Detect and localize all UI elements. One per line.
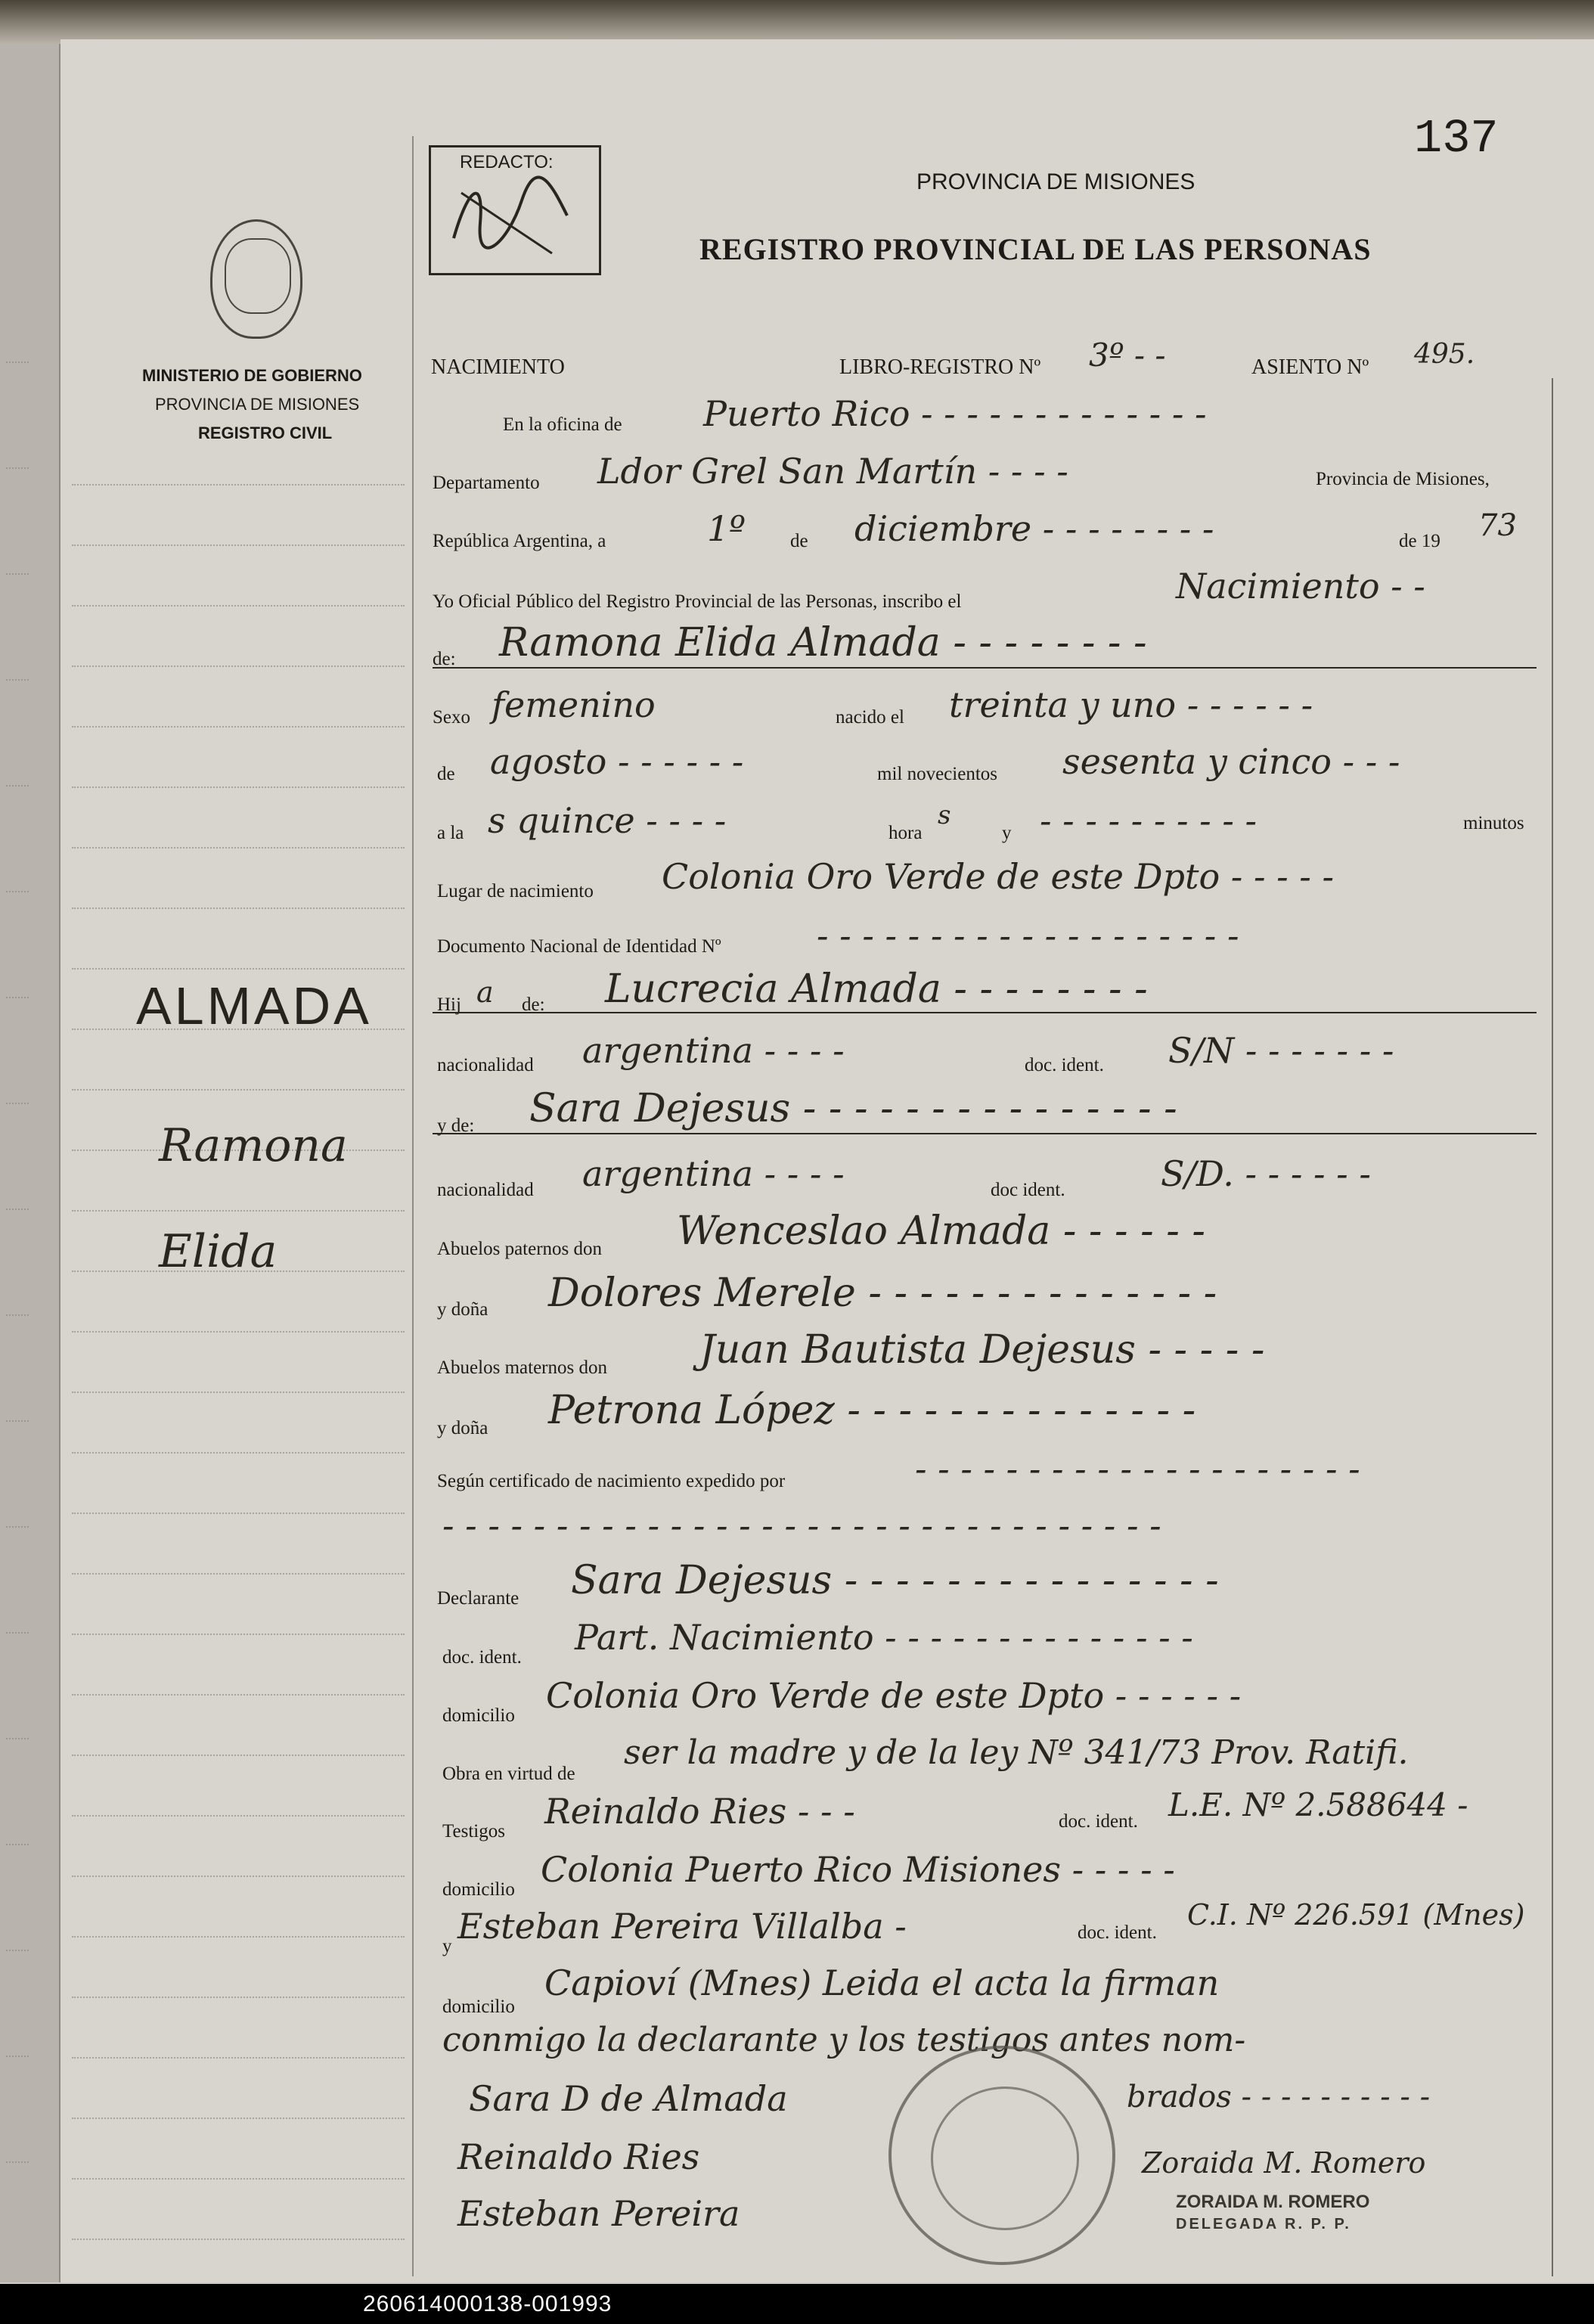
stub-ruling-line xyxy=(72,1573,405,1575)
testigo-2-value: Esteban Pereira Villalba - xyxy=(457,1906,907,1947)
y-label: y xyxy=(1002,823,1012,843)
libro-label: LIBRO-REGISTRO Nº xyxy=(839,355,1041,379)
stub-ruling-line xyxy=(72,847,405,849)
docid-5-value: C.I. Nº 226.591 (Mnes) xyxy=(1187,1898,1525,1931)
stub-ruling-line xyxy=(72,1815,405,1817)
abuelo-paterno-label: Abuelos paternos don xyxy=(437,1239,603,1259)
minutos-label: minutos xyxy=(1463,813,1524,833)
stub-ruling-line xyxy=(72,908,405,909)
stub-ruling-line xyxy=(72,1513,405,1514)
madre-rule xyxy=(433,1012,1537,1013)
padre-rule xyxy=(433,1133,1537,1134)
obra-value: ser la madre y de la ley Nº 341/73 Prov. Ratifi. xyxy=(624,1733,1409,1772)
asiento-label: ASIENTO Nº xyxy=(1251,355,1369,379)
stub-ruling-line xyxy=(72,1452,405,1454)
stub-divider xyxy=(412,136,414,2276)
docid-2-value: S/D. - - - - - - xyxy=(1161,1153,1371,1194)
abuelo-materno-value: Juan Bautista Dejesus - - - - - xyxy=(699,1327,1265,1373)
testigos-value: Reinaldo Ries - - - xyxy=(544,1791,855,1832)
segun-label: Según certificado de nacimiento expedido por xyxy=(437,1471,786,1491)
redacto-label: REDACTO: xyxy=(460,152,554,172)
lugar-label: Lugar de nacimiento xyxy=(437,881,594,901)
docid-1-value: S/N - - - - - - - xyxy=(1168,1030,1394,1071)
stub-ruling-line xyxy=(72,2118,405,2119)
documento-value: - - - - - - - - - - - - - - - - - - - xyxy=(817,915,1239,956)
domicilio-1-label: domicilio xyxy=(442,1705,515,1726)
page-number: 137 xyxy=(1414,112,1499,166)
documento-label: Documento Nacional de Identidad Nº xyxy=(437,936,721,957)
stub-ruling-line xyxy=(72,1997,405,1998)
header-province: PROVINCIA DE MISIONES xyxy=(916,169,1196,194)
oficina-value: Puerto Rico - - - - - - - - - - - - - xyxy=(703,393,1207,434)
oficial-label: Yo Oficial Público del Registro Provincial de las Personas, inscribo el xyxy=(433,591,962,612)
domicilio-2-label: domicilio xyxy=(442,1879,515,1900)
abuela-materna-label: y doña xyxy=(437,1418,488,1438)
stub-ruling-line xyxy=(72,484,405,486)
libro-value: 3º - - xyxy=(1089,337,1166,374)
stub-ruling-line xyxy=(72,787,405,788)
docid-5-label: doc. ident. xyxy=(1078,1922,1157,1943)
docid-4-label: doc. ident. xyxy=(1059,1811,1138,1832)
oficina-label: En la oficina de xyxy=(503,414,622,435)
nacido-value: treinta y uno - - - - - - xyxy=(949,684,1313,725)
stub-ruling-line xyxy=(72,2178,405,2180)
oficial-value: Nacimiento - - xyxy=(1176,566,1425,607)
stub-given-name-1: Ramona xyxy=(159,1119,348,1172)
departamento-label: Departamento xyxy=(433,473,540,493)
stub-ruling-line xyxy=(72,1755,405,1756)
republica-label: República Argentina, a xyxy=(433,531,606,551)
domicilio-2-value: Colonia Puerto Rico Misiones - - - - - xyxy=(541,1849,1175,1890)
docid-2-label: doc ident. xyxy=(991,1180,1065,1200)
abuela-materna-value: Petrona López - - - - - - - - - - - - - - xyxy=(548,1388,1196,1433)
hijo-label: Hij xyxy=(437,994,461,1015)
segun-value: - - - - - - - - - - - - - - - - - - - - xyxy=(915,1448,1360,1489)
docid-1-label: doc. ident. xyxy=(1025,1055,1104,1075)
stub-ministry: MINISTERIO DE GOBIERNO xyxy=(142,366,362,385)
continuation-2: brados - - - - - - - - - - xyxy=(1127,2080,1431,2115)
oficial-name: ZORAIDA M. ROMERO xyxy=(1176,2192,1370,2212)
stub-ruling-line xyxy=(72,1392,405,1393)
nacionalidad-1-value: argentina - - - - xyxy=(582,1030,845,1071)
stub-ruling-line xyxy=(72,1210,405,1212)
horas-suffix: s xyxy=(938,800,951,830)
padre-value: Sara Dejesus - - - - - - - - - - - - - - - xyxy=(529,1086,1177,1131)
mil-value: sesenta y cinco - - - xyxy=(1062,741,1400,782)
de-label: de xyxy=(790,531,808,551)
sexo-value: femenino xyxy=(492,684,656,725)
nacimiento-label: NACIMIENTO xyxy=(431,355,565,379)
madre-value: Lucrecia Almada - - - - - - - - xyxy=(605,967,1148,1012)
segun-value-2: - - - - - - - - - - - - - - - - - - - - - - - - - - - - - - - - xyxy=(442,1505,1161,1546)
nombre-rule xyxy=(433,667,1537,669)
stub-ruling-line xyxy=(72,968,405,970)
stub-ruling-line xyxy=(72,1089,405,1091)
right-border-line xyxy=(1552,378,1553,2276)
book-top-edge xyxy=(0,0,1594,44)
domicilio-3-value: Capioví (Mnes) Leida el acta la firman xyxy=(544,1963,1220,2003)
asiento-value: 495. xyxy=(1414,339,1475,370)
stub-ruling-line xyxy=(72,666,405,667)
lugar-value: Colonia Oro Verde de este Dpto - - - - - xyxy=(662,856,1334,897)
stub-ruling-line xyxy=(72,1694,405,1696)
binding-margin xyxy=(0,44,61,2282)
hijo-de-label: de: xyxy=(522,994,545,1015)
declarante-label: Declarante xyxy=(437,1588,519,1609)
signature-oficial: Zoraida M. Romero xyxy=(1142,2146,1426,2180)
oficial-title: DELEGADA R. P. P. xyxy=(1176,2216,1351,2232)
provincial-seal xyxy=(210,219,302,339)
docid-4-value: L.E. Nº 2.588644 - xyxy=(1168,1786,1468,1823)
dia-value: 1º xyxy=(707,508,746,549)
mes-value: diciembre - - - - - - - - xyxy=(854,508,1214,549)
docid-3-label: doc. ident. xyxy=(442,1647,522,1668)
redacto-signature xyxy=(439,170,590,261)
nombre-value: Ramona Elida Almada - - - - - - - - xyxy=(499,620,1147,666)
abuela-paterna-label: y doña xyxy=(437,1299,488,1320)
minutos-value: - - - - - - - - - - xyxy=(1040,800,1258,841)
stub-ruling-line xyxy=(72,1331,405,1333)
stub-ruling-line xyxy=(72,726,405,728)
domicilio-3-label: domicilio xyxy=(442,1997,515,2017)
yde-label: y de: xyxy=(437,1115,475,1136)
stub-ruling-line xyxy=(72,2057,405,2059)
anio-label: de 19 xyxy=(1399,531,1440,551)
nacionalidad-1-label: nacionalidad xyxy=(437,1055,534,1075)
testigos-label: Testigos xyxy=(442,1821,505,1842)
provincia-label: Provincia de Misiones, xyxy=(1316,469,1490,489)
hora-value: s quince - - - - xyxy=(488,800,727,841)
stub-ruling-line xyxy=(72,1876,405,1877)
header-title: REGISTRO PROVINCIAL DE LAS PERSONAS xyxy=(699,232,1372,266)
continuation-1: conmigo la declarante y los testigos antes nom- xyxy=(442,2021,1246,2059)
registry-round-stamp xyxy=(888,2046,1115,2265)
anio-value: 73 xyxy=(1478,508,1517,543)
hijo-suffix: a xyxy=(476,976,494,1009)
abuela-paterna-value: Dolores Merele - - - - - - - - - - - - - - xyxy=(548,1271,1217,1316)
domicilio-1-value: Colonia Oro Verde de este Dpto - - - - - - xyxy=(546,1675,1242,1716)
stub-registry: REGISTRO CIVIL xyxy=(198,424,333,442)
nacionalidad-2-value: argentina - - - - xyxy=(582,1153,845,1194)
nacido-label: nacido el xyxy=(836,707,904,728)
declarante-value: Sara Dejesus - - - - - - - - - - - - - - - xyxy=(571,1558,1219,1603)
stub-ruling-line xyxy=(72,2239,405,2240)
y-2-label: y xyxy=(442,1936,452,1956)
footer-id: 260614000138-001993 xyxy=(0,2284,1594,2324)
signature-testigo-1: Reinaldo Ries xyxy=(457,2136,700,2177)
departamento-value: Ldor Grel San Martín - - - - xyxy=(597,451,1068,492)
sexo-label: Sexo xyxy=(433,707,470,728)
stub-surname: ALMADA xyxy=(136,976,372,1035)
signature-testigo-2: Esteban Pereira xyxy=(457,2193,740,2234)
redacto-box xyxy=(429,145,601,275)
nacionalidad-2-label: nacionalidad xyxy=(437,1180,534,1200)
mil-label: mil novecientos xyxy=(877,764,997,784)
horas-label: hora xyxy=(888,823,923,843)
stub-given-name-2: Elida xyxy=(159,1225,278,1278)
stub-ruling-line xyxy=(72,1936,405,1938)
stub-ruling-line xyxy=(72,605,405,607)
abuelo-paterno-value: Wenceslao Almada - - - - - - xyxy=(677,1209,1205,1254)
stub-province: PROVINCIA DE MISIONES xyxy=(155,395,360,414)
de-mes-label: de xyxy=(437,764,455,784)
abuelo-materno-label: Abuelos maternos don xyxy=(437,1357,607,1378)
docid-3-value: Part. Nacimiento - - - - - - - - - - - - - - xyxy=(575,1617,1193,1658)
stub-ruling-line xyxy=(72,1634,405,1635)
obra-label: Obra en virtud de xyxy=(442,1764,575,1784)
signature-declarante: Sara D de Almada xyxy=(469,2078,788,2119)
ala-label: a la xyxy=(437,823,464,843)
stub-ruling-line xyxy=(72,545,405,546)
de-nombre-label: de: xyxy=(433,649,456,669)
mes-nac-value: agosto - - - - - - xyxy=(490,741,744,782)
